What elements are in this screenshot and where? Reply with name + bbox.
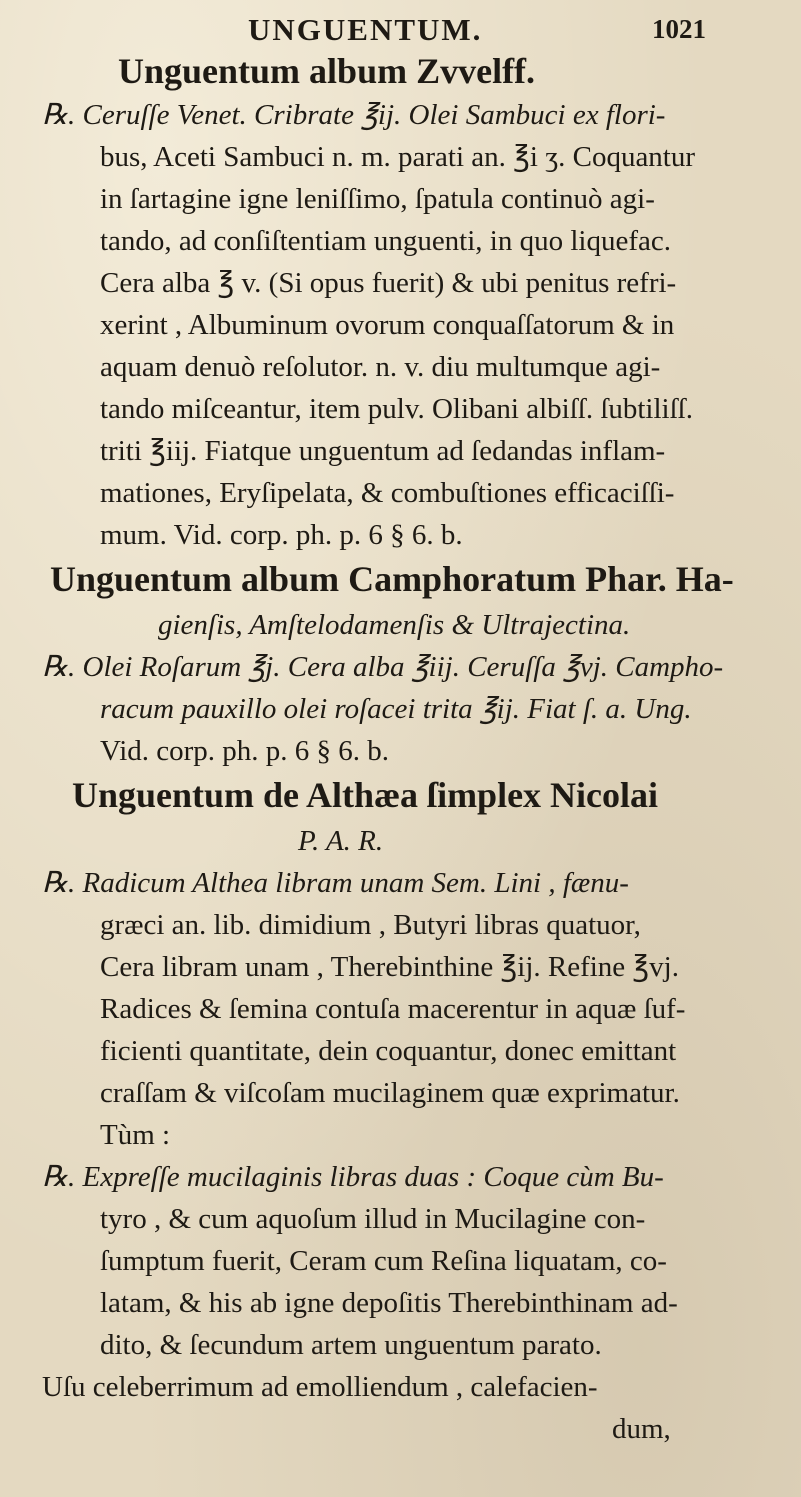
text-line: Unguentum album Zvvelff. bbox=[118, 51, 536, 91]
text-line: Cera libram unam , Therebinthine ℥ij. Refine ℥vj. bbox=[100, 951, 679, 983]
text-line: mationes, Eryſipelata, & combuſtiones efficaciſſi- bbox=[100, 477, 675, 509]
text-line: tyro , & cum aquoſum illud in Mucilagine con- bbox=[100, 1203, 646, 1235]
text-line: Unguentum album Camphoratum Phar. Ha- bbox=[50, 559, 734, 599]
text-line: in ſartagine igne leniſſimo, ſpatula continuò agi- bbox=[100, 183, 655, 215]
page-header bbox=[0, 8, 801, 48]
text-line: ficienti quantitate, dein coquantur, donec emittant bbox=[100, 1035, 677, 1067]
text-line: mum. Vid. corp. ph. p. 6 § 6. b. bbox=[100, 519, 463, 551]
text-line: Unguentum de Althæa ſimplex Nicolai bbox=[72, 775, 659, 815]
text-line: Vid. corp. ph. p. 6 § 6. b. bbox=[100, 735, 390, 767]
text-line: bus, Aceti Sambuci n. m. parati an. ℥i ʒ. Coquantur bbox=[100, 141, 696, 173]
text-line: Radices & ſemina contuſa macerentur in aquæ ſuf- bbox=[100, 993, 686, 1025]
text-line: dum, bbox=[612, 1413, 671, 1445]
text-line: craſſam & viſcoſam mucilaginem quæ exprimatur. bbox=[100, 1077, 680, 1109]
text-line: Cera alba ℥ v. (Si opus fuerit) & ubi penitus refri- bbox=[100, 267, 677, 299]
text-line: ℞. Radicum Althea libram unam Sem. Lini , fænu- bbox=[42, 867, 629, 899]
text-line: dito, & ſecundum artem unguentum parato. bbox=[100, 1329, 602, 1361]
text-line: tando miſceantur, item pulv. Olibani albiſſ. ſubtiliſſ. bbox=[100, 393, 693, 425]
text-line: P. A. R. bbox=[298, 825, 384, 857]
text-line: xerint , Albuminum ovorum conquaſſatorum & in bbox=[100, 309, 675, 341]
text-line: ℞. Expreſſe mucilaginis libras duas : Coque cùm Bu- bbox=[42, 1161, 664, 1193]
text-line: ſumptum fuerit, Ceram cum Reſina liquatam, co- bbox=[100, 1245, 667, 1277]
text-line: aquam denuò reſolutor. n. v. diu multumque agi- bbox=[100, 351, 661, 383]
running-title: UNGUENTUM. bbox=[248, 12, 483, 47]
text-line: racum pauxillo olei roſacei trita ℥ij. Fiat ſ. a. Ung. bbox=[100, 693, 692, 725]
text-line: Tùm : bbox=[100, 1119, 171, 1151]
text-line: tando, ad conſiſtentiam unguenti, in quo liquefac. bbox=[100, 225, 671, 257]
text-line: græci an. lib. dimidium , Butyri libras quatuor, bbox=[100, 909, 641, 941]
page-number: 1021 bbox=[652, 14, 706, 44]
text-line: ℞. Olei Roſarum ℥j. Cera alba ℥iij. Ceruſſa ℥vj. Campho- bbox=[42, 651, 724, 683]
text-line: latam, & his ab igne depoſitis Therebinthinam ad- bbox=[100, 1287, 678, 1319]
text-line: triti ℥iij. Fiatque unguentum ad ſedandas inflam- bbox=[100, 435, 666, 467]
text-line: Uſu celeberrimum ad emolliendum , calefacien- bbox=[42, 1371, 598, 1403]
text-line: ℞. Ceruſſe Venet. Cribrate ℥ij. Olei Sambuci ex flori- bbox=[42, 99, 666, 131]
text-line: gienſis, Amſtelodamenſis & Ultrajectina. bbox=[158, 609, 631, 641]
